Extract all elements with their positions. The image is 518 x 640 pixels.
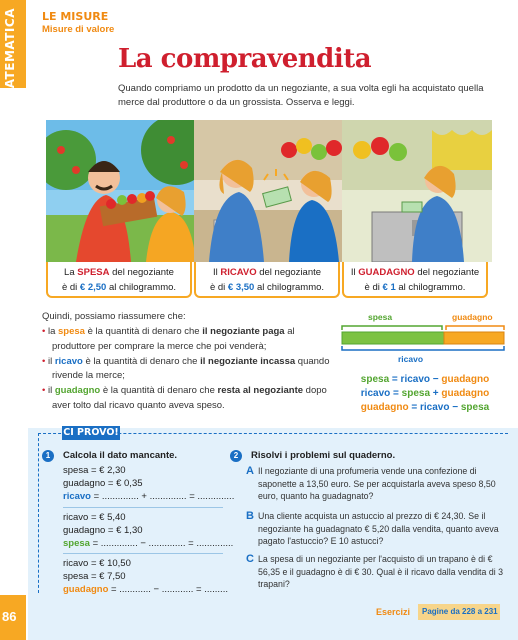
formula-spesa: spesa = ricavo − guadagno [360,374,490,385]
exercise-1-title: Calcola il dato mancante. [63,450,178,461]
given-value: ricavo = € 5,40 [63,512,126,523]
diagram-label-ricavo: ricavo [398,354,424,364]
caption-amount: € 1 [382,282,396,293]
caption-text: al chilogrammo. [106,282,177,293]
exercise-1-group-2 [63,511,234,550]
given-value: guadagno = € 1,30 [63,525,143,536]
caption-text: Il [212,267,221,278]
given-value: spesa = € 2,30 [63,465,126,476]
caption-text: Il [350,267,359,278]
section-heading: LE MISURE [42,10,109,23]
summary-bullet-guadagno: • il guadagno è la quantità di denaro che resta al negoziante dopo aver tolto dal ricavo quanto aveva speso. [42,385,327,411]
caption-text: al chilogrammo. [254,282,325,293]
subject-tab [0,0,26,101]
caption-text: è di [364,282,383,293]
formula-ricavo: ricavo = spesa + guadagno [360,388,490,399]
practice-border-left [38,433,39,593]
intro-paragraph: Quando compriamo un prodotto da un negoziante, a sua volta egli ha acquistato quella merce dal produttore o da un grossista. Osserva e leggi. [118,83,484,108]
divider [63,553,223,554]
caption-text: è di [209,282,228,293]
diagram-label-guadagno: guadagno [452,312,493,322]
illustration-sale [194,120,344,262]
illustration-producer [46,120,196,262]
problem-a: A Il negoziante di una profumeria vende una confezione di saponette a 13,50 euro. Se per acquistarla aveva speso 8,50 euro, quanto ha guadagnato? [246,465,496,501]
formula-guadagno: guadagno = ricavo − spesa [360,402,490,413]
pages-reference[interactable]: Pagine da 228 a 231 [422,607,498,616]
caption-amount: € 2,50 [79,282,107,293]
page-title: La compravendita [118,44,372,74]
summary-bullet-spesa: • la spesa è la quantità di denaro che il negoziante paga al produttore per comprare la merce che poi venderà; [42,326,295,352]
subsection-heading: Misure di valore [42,24,115,35]
given-value: spesa = € 7,50 [63,571,126,582]
caption-term: GUADAGNO [358,267,415,278]
summary-bullet-ricavo: • il ricavo è la quantità di denaro che il negoziante incassa quando rivende la merce; [42,355,330,382]
summary-block [42,310,332,414]
caption-text: al chilogrammo. [395,282,466,293]
page-number: 86 [2,609,17,624]
problem-c: C La spesa di un negoziante per l'acquisto di un trapano è di € 56,35 e il guadagno è di € 30. Qual è il ricavo dalla vendita di 3 trapani? [246,553,504,589]
caption-guadagno [342,262,488,298]
exercise-1-group-3 [63,557,228,596]
summary-intro: Quindi, possiamo riassumere che: [42,311,186,322]
caption-text: La [64,267,78,278]
exercise-2-title: Risolvi i problemi sul quaderno. [251,450,396,461]
caption-term: RICAVO [220,267,257,278]
page-number-tab [0,595,26,640]
caption-text: del negoziante [109,267,174,278]
answer-line[interactable]: spesa = .............. − .............. = .............. [63,538,234,549]
ci-provo-badge: CI PROVO! [63,427,119,438]
exercise-1-group-1 [63,464,235,503]
given-value: ricavo = € 10,50 [63,558,131,569]
caption-text: è di [61,282,80,293]
caption-spesa [46,262,192,298]
subject-label: MATEMATICA [3,8,17,101]
answer-line[interactable]: ricavo = .............. + .............. = .............. [63,491,235,502]
caption-amount: € 3,50 [227,282,255,293]
exercise-1-number: 1 [42,450,54,462]
answer-line[interactable]: guadagno = ............ − ............ = ......... [63,584,228,595]
given-value: guadagno = € 0,35 [63,478,143,489]
caption-text: del negoziante [256,267,322,278]
caption-text: del negoziante [414,267,480,278]
divider [63,507,223,508]
exercise-2-number: 2 [230,450,242,462]
caption-term: SPESA [77,267,110,278]
problem-b: B Una cliente acquista un astuccio al prezzo di € 24,30. Se il negoziante ha guadagnato € 5,20 dalla vendita, quanto aveva pagato l'astuccio? E 10 astucci? [246,510,499,546]
caption-ricavo [194,262,340,298]
diagram-label-spesa: spesa [368,312,393,322]
illustration-profit [342,120,492,262]
profit-diagram [340,322,508,354]
esercizi-label: Esercizi [376,607,411,617]
